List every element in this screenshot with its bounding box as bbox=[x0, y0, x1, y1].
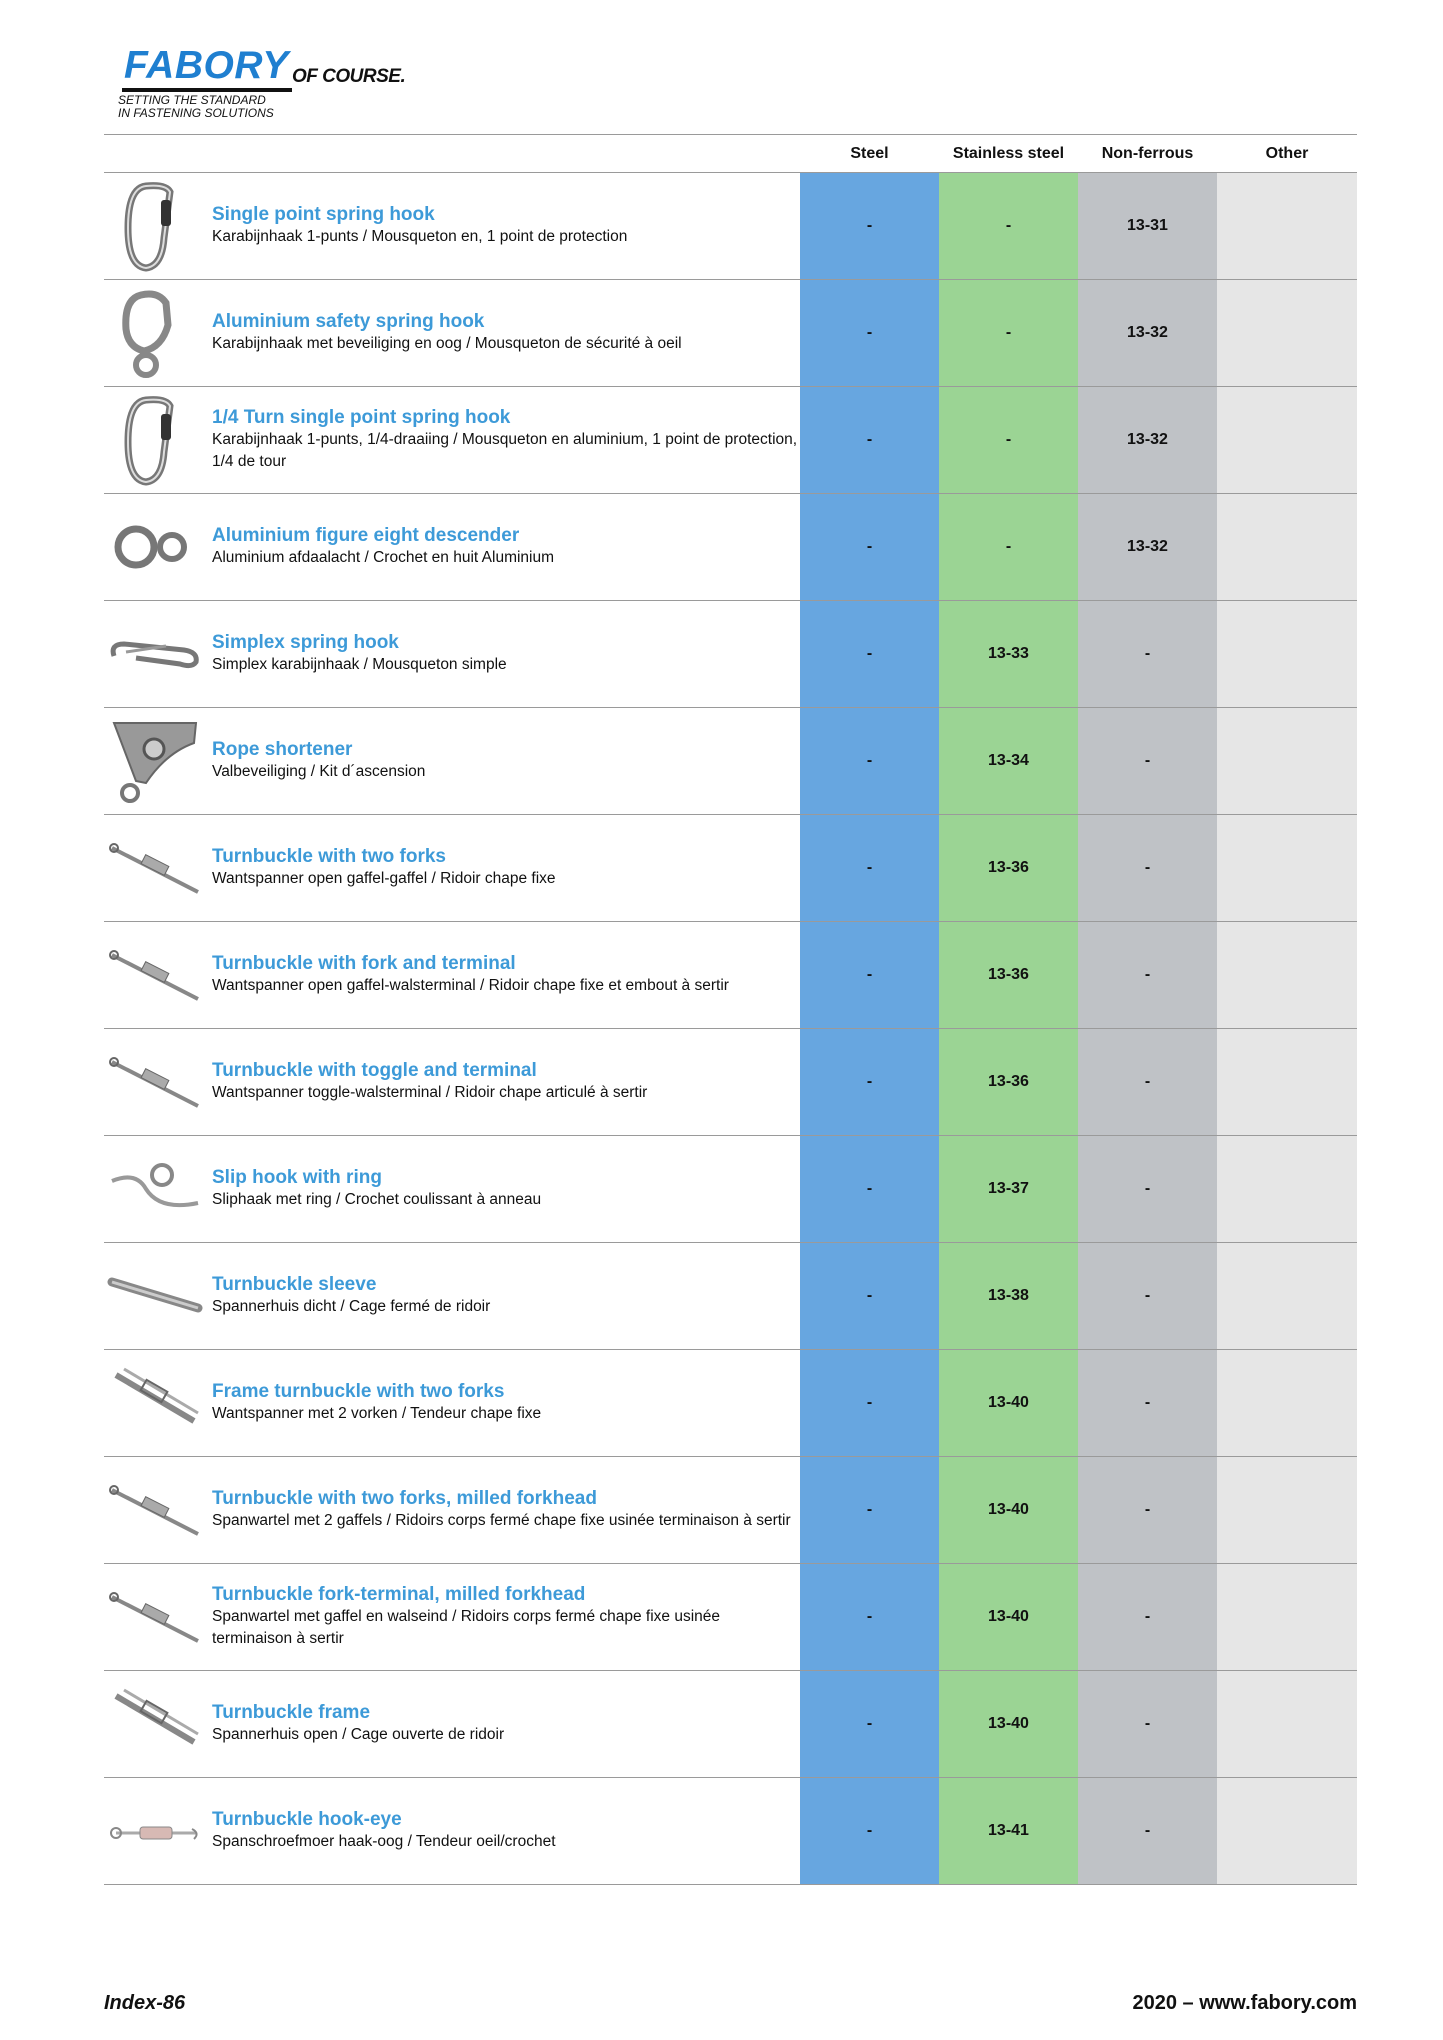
other-value bbox=[1217, 494, 1357, 599]
nonferrous-value: - bbox=[1144, 859, 1151, 876]
product-description bbox=[212, 1671, 802, 1776]
hook-eye-icon bbox=[106, 1783, 204, 1878]
header-other: Other bbox=[1265, 145, 1309, 162]
steel-value: - bbox=[866, 1073, 873, 1090]
table-row bbox=[104, 1563, 1357, 1670]
stainless-value: - bbox=[1005, 324, 1012, 341]
product-description bbox=[212, 1350, 802, 1455]
nonferrous-value: - bbox=[1144, 1608, 1151, 1625]
stainless-value: - bbox=[1005, 538, 1012, 555]
product-description bbox=[212, 1029, 802, 1134]
other-value bbox=[1217, 708, 1357, 813]
steel-value: - bbox=[866, 1715, 873, 1732]
product-title: Turnbuckle fork-terminal, milled forkhead bbox=[212, 1583, 586, 1605]
spring-hook-icon bbox=[106, 606, 204, 701]
product-title: Turnbuckle frame bbox=[212, 1701, 371, 1723]
frame-turnbuckle-icon bbox=[106, 1676, 204, 1771]
product-title: Single point spring hook bbox=[212, 203, 435, 225]
product-title: Slip hook with ring bbox=[212, 1166, 382, 1188]
page-number: Index-86 bbox=[104, 1992, 186, 2014]
nonferrous-value: 13-32 bbox=[1127, 324, 1168, 341]
stainless-value: 13-40 bbox=[988, 1608, 1029, 1625]
safety-hook-icon bbox=[106, 285, 204, 380]
table-row bbox=[104, 1777, 1357, 1885]
product-translation: Simplex karabijnhaak / Mousqueton simple bbox=[212, 655, 507, 673]
product-title: Aluminium figure eight descender bbox=[212, 524, 520, 546]
table-body bbox=[104, 172, 1357, 1885]
table-row bbox=[104, 386, 1357, 493]
nonferrous-value: 13-32 bbox=[1127, 431, 1168, 448]
other-value bbox=[1217, 1564, 1357, 1669]
stainless-value: 13-36 bbox=[988, 1073, 1029, 1090]
steel-value: - bbox=[866, 1822, 873, 1839]
stainless-value: 13-33 bbox=[988, 645, 1029, 662]
nonferrous-value: 13-32 bbox=[1127, 538, 1168, 555]
product-title: Simplex spring hook bbox=[212, 631, 399, 653]
table-row bbox=[104, 493, 1357, 600]
other-value bbox=[1217, 280, 1357, 385]
product-description bbox=[212, 387, 802, 492]
product-translation: Spannerhuis dicht / Cage fermé de ridoir bbox=[212, 1297, 491, 1315]
header-stainless: Stainless steel bbox=[952, 145, 1065, 162]
sleeve-icon bbox=[106, 1248, 204, 1343]
stainless-value: 13-38 bbox=[988, 1287, 1029, 1304]
other-value bbox=[1217, 387, 1357, 492]
table-row bbox=[104, 600, 1357, 707]
brand-underline bbox=[122, 88, 292, 92]
other-value bbox=[1217, 815, 1357, 920]
table-row bbox=[104, 1670, 1357, 1777]
stainless-value: 13-36 bbox=[988, 859, 1029, 876]
turnbuckle-icon bbox=[106, 927, 204, 1022]
table-row bbox=[104, 1242, 1357, 1349]
turnbuckle-icon bbox=[106, 1569, 204, 1664]
product-description bbox=[212, 1778, 802, 1883]
product-title: Turnbuckle with toggle and terminal bbox=[212, 1059, 537, 1081]
steel-value: - bbox=[866, 1394, 873, 1411]
nonferrous-value: - bbox=[1144, 752, 1151, 769]
stainless-value: 13-40 bbox=[988, 1715, 1029, 1732]
product-translation: Karabijnhaak met beveiliging en oog / Mousqueton de sécurité à oeil bbox=[212, 334, 682, 352]
other-value bbox=[1217, 1350, 1357, 1455]
brand-tagline bbox=[118, 94, 274, 120]
steel-value: - bbox=[866, 324, 873, 341]
other-value bbox=[1217, 173, 1357, 278]
nonferrous-value: - bbox=[1144, 1394, 1151, 1411]
brand-tagline-line1: SETTING THE STANDARD bbox=[118, 93, 266, 107]
steel-value: - bbox=[866, 1501, 873, 1518]
product-description bbox=[212, 708, 802, 813]
carabiner-icon bbox=[106, 392, 204, 487]
table-header bbox=[104, 134, 1357, 173]
header-nonferrous: Non-ferrous bbox=[1101, 145, 1194, 162]
product-title: Turnbuckle with two forks, milled forkhead bbox=[212, 1487, 597, 1509]
product-translation: Wantspanner open gaffel-walsterminal / Ridoir chape fixe et embout à sertir bbox=[212, 976, 729, 994]
product-title: Rope shortener bbox=[212, 738, 353, 760]
product-translation: Valbeveiliging / Kit d´ascension bbox=[212, 762, 426, 780]
other-value bbox=[1217, 601, 1357, 706]
product-translation: Spanwartel met 2 gaffels / Ridoirs corps fermé chape fixe usinée terminaison à sertir bbox=[212, 1511, 791, 1529]
product-description bbox=[212, 815, 802, 920]
table-row bbox=[104, 1456, 1357, 1563]
nonferrous-value: - bbox=[1144, 966, 1151, 983]
product-title: Turnbuckle sleeve bbox=[212, 1273, 377, 1295]
other-value bbox=[1217, 1136, 1357, 1241]
table-row bbox=[104, 707, 1357, 814]
product-translation: Karabijnhaak 1-punts, 1/4-draaiing / Mousqueton en aluminium, 1 point de protection, 1/4 de tour bbox=[212, 430, 798, 470]
stainless-value: - bbox=[1005, 217, 1012, 234]
table-row bbox=[104, 172, 1357, 279]
header-steel: Steel bbox=[850, 145, 889, 162]
steel-value: - bbox=[866, 645, 873, 662]
footer-website: 2020 – www.fabory.com bbox=[1132, 1992, 1357, 2014]
nonferrous-value: - bbox=[1144, 1822, 1151, 1839]
table-row bbox=[104, 1135, 1357, 1242]
product-title: Turnbuckle with two forks bbox=[212, 845, 446, 867]
table-row bbox=[104, 814, 1357, 921]
slip-hook-icon bbox=[106, 1141, 204, 1236]
brand-slogan: OF COURSE. bbox=[292, 66, 406, 87]
product-description bbox=[212, 173, 802, 278]
stainless-value: 13-36 bbox=[988, 966, 1029, 983]
carabiner-icon bbox=[106, 178, 204, 273]
product-translation: Wantspanner met 2 vorken / Tendeur chape fixe bbox=[212, 1404, 542, 1422]
table-row bbox=[104, 921, 1357, 1028]
steel-value: - bbox=[866, 859, 873, 876]
nonferrous-value: - bbox=[1144, 1073, 1151, 1090]
product-description bbox=[212, 280, 802, 385]
nonferrous-value: 13-31 bbox=[1127, 217, 1168, 234]
table-row bbox=[104, 1349, 1357, 1456]
product-description bbox=[212, 494, 802, 599]
steel-value: - bbox=[866, 752, 873, 769]
steel-value: - bbox=[866, 1180, 873, 1197]
frame-turnbuckle-icon bbox=[106, 1355, 204, 1450]
brand-tagline-line2: IN FASTENING SOLUTIONS bbox=[118, 106, 274, 120]
product-translation: Sliphaak met ring / Crochet coulissant à anneau bbox=[212, 1190, 542, 1208]
other-value bbox=[1217, 1457, 1357, 1562]
stainless-value: 13-40 bbox=[988, 1394, 1029, 1411]
steel-value: - bbox=[866, 1287, 873, 1304]
steel-value: - bbox=[866, 538, 873, 555]
product-description bbox=[212, 1136, 802, 1241]
turnbuckle-icon bbox=[106, 1034, 204, 1129]
steel-value: - bbox=[866, 217, 873, 234]
other-value bbox=[1217, 1029, 1357, 1134]
product-description bbox=[212, 1564, 802, 1669]
steel-value: - bbox=[866, 1608, 873, 1625]
stainless-value: - bbox=[1005, 431, 1012, 448]
table-row bbox=[104, 279, 1357, 386]
product-description bbox=[212, 922, 802, 1027]
product-translation: Wantspanner toggle-walsterminal / Ridoir chape articulé à sertir bbox=[212, 1083, 648, 1101]
product-translation: Spannerhuis open / Cage ouverte de ridoir bbox=[212, 1725, 505, 1743]
stainless-value: 13-41 bbox=[988, 1822, 1029, 1839]
other-value bbox=[1217, 922, 1357, 1027]
stainless-value: 13-34 bbox=[988, 752, 1029, 769]
product-description bbox=[212, 601, 802, 706]
other-value bbox=[1217, 1671, 1357, 1776]
table-row bbox=[104, 1028, 1357, 1135]
product-translation: Spanschroefmoer haak-oog / Tendeur oeil/crochet bbox=[212, 1832, 556, 1850]
nonferrous-value: - bbox=[1144, 1180, 1151, 1197]
nonferrous-value: - bbox=[1144, 645, 1151, 662]
product-translation: Aluminium afdaalacht / Crochet en huit Aluminium bbox=[212, 548, 555, 566]
steel-value: - bbox=[866, 966, 873, 983]
product-title: Frame turnbuckle with two forks bbox=[212, 1380, 505, 1402]
figure-eight-icon bbox=[106, 499, 204, 594]
product-title: Turnbuckle with fork and terminal bbox=[212, 952, 516, 974]
turnbuckle-icon bbox=[106, 1462, 204, 1557]
nonferrous-value: - bbox=[1144, 1501, 1151, 1518]
other-value bbox=[1217, 1778, 1357, 1883]
product-title: 1/4 Turn single point spring hook bbox=[212, 406, 511, 428]
product-translation: Spanwartel met gaffel en walseind / Ridoirs corps fermé chape fixe usinée terminaison à sertir bbox=[212, 1607, 721, 1647]
rope-shortener-icon bbox=[106, 713, 204, 808]
product-translation: Wantspanner open gaffel-gaffel / Ridoir chape fixe bbox=[212, 869, 556, 887]
product-description bbox=[212, 1243, 802, 1348]
turnbuckle-icon bbox=[106, 820, 204, 915]
product-title: Turnbuckle hook-eye bbox=[212, 1808, 402, 1830]
product-description bbox=[212, 1457, 802, 1562]
product-title: Aluminium safety spring hook bbox=[212, 310, 485, 332]
other-value bbox=[1217, 1243, 1357, 1348]
nonferrous-value: - bbox=[1144, 1715, 1151, 1732]
product-translation: Karabijnhaak 1-punts / Mousqueton en, 1 point de protection bbox=[212, 227, 628, 245]
stainless-value: 13-40 bbox=[988, 1501, 1029, 1518]
brand-name: FABORY bbox=[124, 44, 289, 87]
nonferrous-value: - bbox=[1144, 1287, 1151, 1304]
brand-logo bbox=[118, 44, 438, 124]
steel-value: - bbox=[866, 431, 873, 448]
stainless-value: 13-37 bbox=[988, 1180, 1029, 1197]
